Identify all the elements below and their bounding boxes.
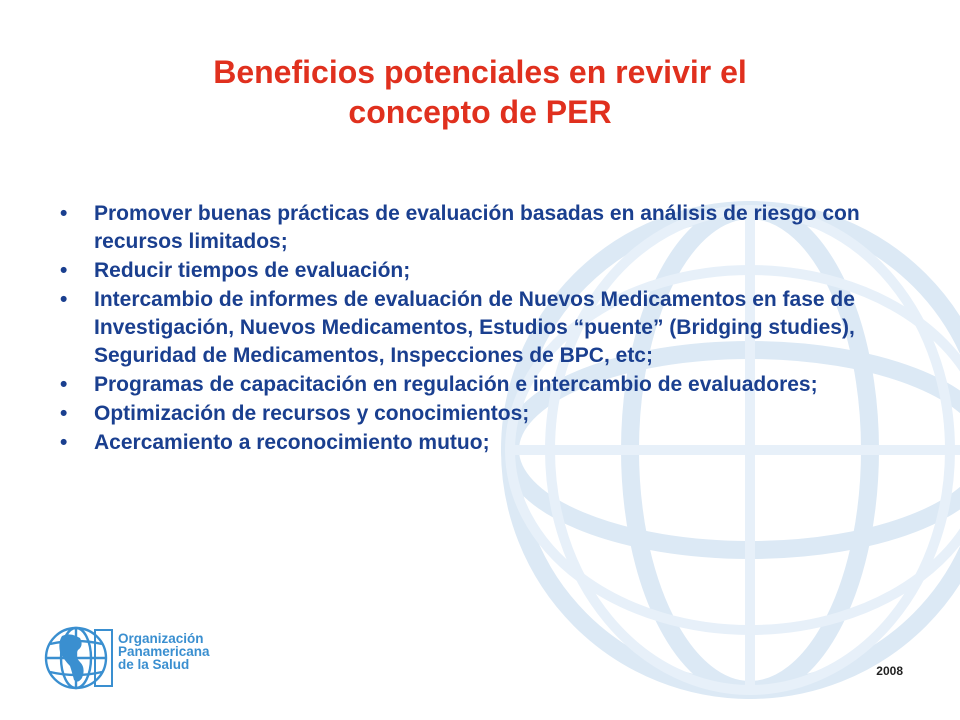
bullet-item: [60, 257, 920, 285]
bullet-text: Acercamiento a reconocimiento mutuo;: [94, 431, 490, 454]
bullet-item: [60, 286, 920, 370]
logo-line-1: Organización: [118, 631, 204, 646]
bullet-marker: •: [60, 202, 68, 225]
bullet-text: Programas de capacitación en regulación e intercambio de evaluadores;: [94, 373, 818, 396]
bullet-text: Reducir tiempos de evaluación;: [94, 259, 411, 282]
bullet-marker: •: [60, 259, 68, 282]
bullet-list: [60, 200, 920, 458]
title-line-2: concepto de PER: [348, 94, 612, 130]
title-line-1: Beneficios potenciales en revivir el: [213, 54, 747, 90]
paho-logo-text: [118, 632, 210, 671]
footer-year: 2008: [876, 664, 903, 678]
paho-logo: [40, 620, 250, 696]
bullet-item: [60, 400, 920, 428]
logo-line-2: Panamericana: [118, 644, 210, 659]
bullet-text: Optimización de recursos y conocimientos;: [94, 402, 530, 425]
bullet-marker: •: [60, 288, 68, 311]
paho-globe-icon: [40, 620, 116, 696]
bullet-item: [60, 429, 920, 457]
bullet-text: Promover buenas prácticas de evaluación basadas en análisis de riesgo con recursos limitados;: [94, 202, 860, 253]
slide-title: [60, 52, 900, 132]
bullet-item: [60, 371, 920, 399]
bullet-marker: •: [60, 431, 68, 454]
bullet-marker: •: [60, 402, 68, 425]
bullet-text: Intercambio de informes de evaluación de Nuevos Medicamentos en fase de Investigación, Nuevos Medicamentos, Estudios “puente” (Bridging studies), Seguridad de Medicamentos, Inspecciones de BPC, etc;: [94, 288, 855, 367]
bullet-item: [60, 200, 920, 256]
logo-line-3: de la Salud: [118, 657, 190, 672]
bullet-marker: •: [60, 373, 68, 396]
